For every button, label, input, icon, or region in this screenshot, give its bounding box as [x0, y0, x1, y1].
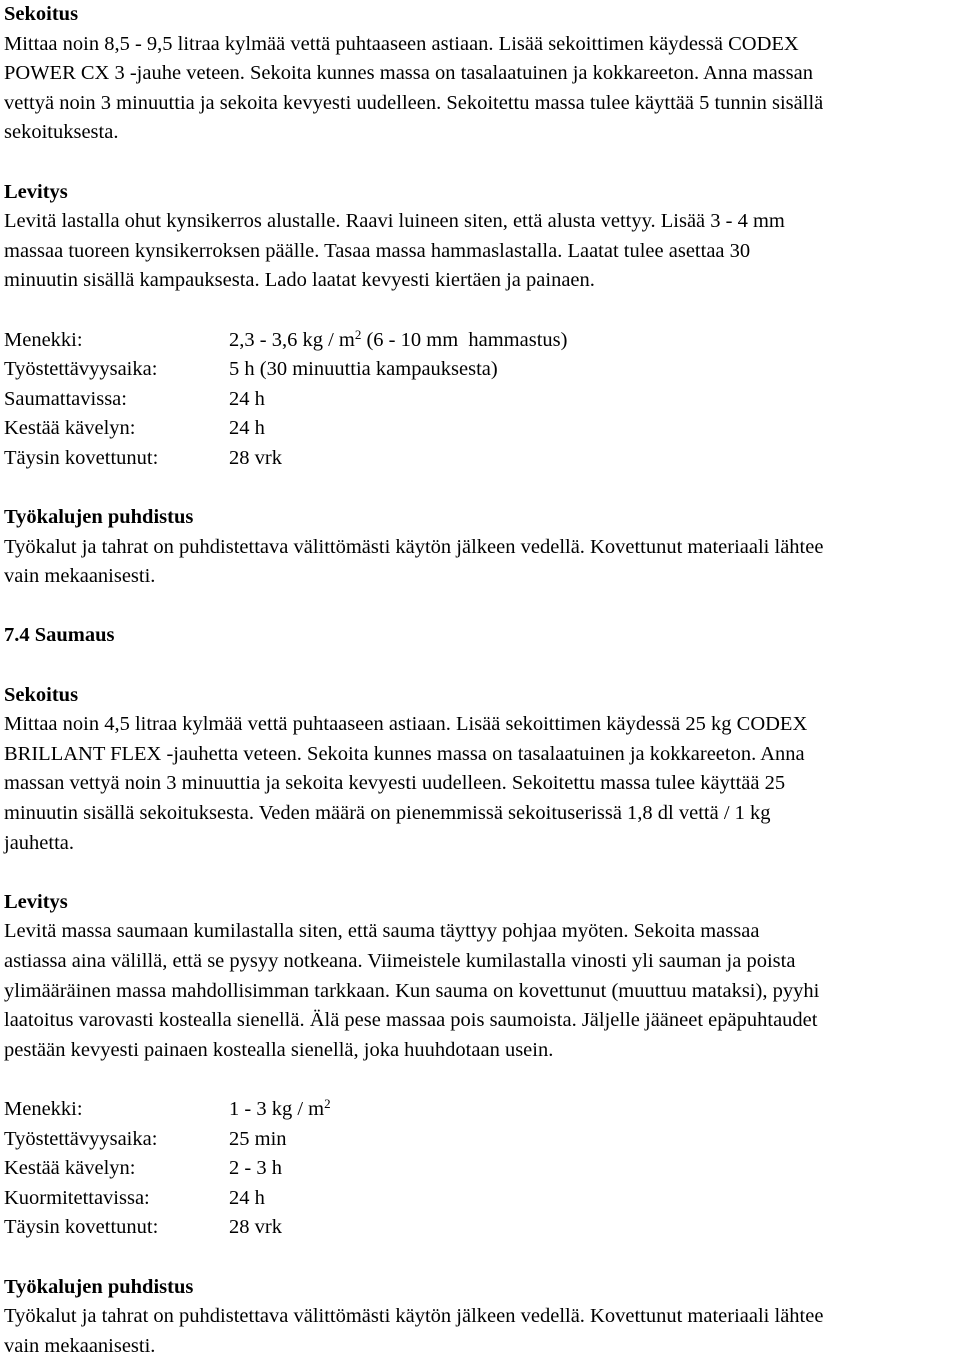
spec-label: Kuormitettavissa:	[4, 1186, 150, 1209]
paragraph-line: sekoituksesta.	[4, 121, 119, 144]
paragraph-line: minuutin sisällä kampauksesta. Lado laatat kevyesti kiertäen ja painaen.	[4, 269, 595, 292]
paragraph-line: Levitä massa saumaan kumilastalla siten, että sauma täyttyy pohjaa myöten. Sekoita massaa	[4, 920, 760, 943]
paragraph-line: vain mekaanisesti.	[4, 1334, 156, 1357]
application-paragraph	[4, 207, 960, 296]
spec-value: 28 vrk	[229, 1216, 282, 1239]
spec-value: 28 vrk	[229, 446, 282, 469]
application-heading: Levitys	[4, 180, 68, 203]
application-heading: Levitys	[4, 890, 68, 913]
spec-row	[4, 1095, 960, 1125]
application-paragraph	[4, 917, 960, 1065]
spec-value: 5 h (30 minuuttia kampauksesta)	[229, 358, 498, 381]
spec-row	[4, 414, 960, 444]
cleaning-paragraph	[4, 533, 960, 592]
mixing-heading: Sekoitus	[4, 3, 79, 25]
paragraph-line: astiassa aina välillä, että se pysyy notkeana. Viimeistele kumilastalla vinosti yli sauman ja poista	[4, 950, 796, 972]
paragraph-line: POWER CX 3 -jauhe veteen. Sekoita kunnes massa on tasalaatuinen ja kokkareeton. Anna massan	[4, 62, 813, 85]
spec-table	[4, 1095, 960, 1243]
cleaning-heading: Työkalujen puhdistus	[4, 1275, 194, 1298]
paragraph-line: Työkalut ja tahrat on puhdistettava välittömästi käytön jälkeen vedellä. Kovettunut materiaali lähtee	[4, 1305, 824, 1328]
spec-value: 2,3 - 3,6 kg / $m^2$ (6 - 10 mm hammastus)	[229, 326, 568, 351]
paragraph-line: BRILLANT FLEX -jauhetta veteen. Sekoita kunnes massa on tasalaatuinen ja kokkareeton. Anna	[4, 742, 805, 765]
spec-row	[4, 1125, 960, 1155]
paragraph-line: Työkalut ja tahrat on puhdistettava välittömästi käytön jälkeen vedellä. Kovettunut materiaali lähtee	[4, 535, 824, 558]
spec-label: Työstettävyysaika:	[4, 1127, 158, 1150]
spec-row	[4, 1213, 960, 1243]
spec-label: Saumattavissa:	[4, 387, 127, 410]
spec-row	[4, 355, 960, 385]
paragraph-line: laatoitus varovasti kostealla sienellä. Älä pese massaa pois saumoista. Jäljelle jääneet epäpuhtaudet	[4, 1009, 818, 1032]
paragraph-line: massaa tuoreen kynsikerroksen päälle. Tasaa massa hammaslastalla. Laatat tulee asettaa 30	[4, 239, 751, 262]
paragraph-line: massan vettyä noin 3 minuuttia ja sekoita kevyesti uudelleen. Sekoitettu massa tulee käyttää 25	[4, 772, 786, 795]
section-title: 7.4 Saumaus	[4, 624, 115, 647]
spec-row	[4, 326, 960, 356]
spec-value: 25 min	[229, 1127, 287, 1150]
spec-row	[4, 385, 960, 415]
spec-label: Menekki:	[4, 1097, 83, 1120]
spec-value: 1 - 3 kg / $m^2$	[229, 1095, 331, 1120]
spec-value: 24 h	[229, 387, 265, 410]
paragraph-line: jauhetta.	[4, 831, 75, 854]
spec-row	[4, 1154, 960, 1184]
mixing-paragraph	[4, 30, 960, 148]
paragraph-line: Levitä lastalla ohut kynsikerros alustalle. Raavi luineen siten, että alusta vettyy. Lisää 3 - 4 mm	[4, 210, 785, 233]
paragraph-line: Mittaa noin 4,5 litraa kylmää vettä puhtaaseen astiaan. Lisää sekoittimen käydessä 25 kg CODEX	[4, 713, 808, 736]
paragraph-line: pestään kevyesti painaen kostealla sienellä, joka huuhdotaan usein.	[4, 1038, 554, 1061]
spec-row	[4, 444, 960, 474]
paragraph-line: minuutin sisällä sekoituksesta. Veden määrä on pienemmissä sekoituserissä 1,8 dl vettä / 1 kg	[4, 802, 771, 825]
spec-label: Kestää kävelyn:	[4, 417, 136, 440]
spec-label: Täysin kovettunut:	[4, 446, 159, 469]
spec-value: 2 - 3 h	[229, 1157, 282, 1180]
mixing-heading: Sekoitus	[4, 683, 79, 706]
paragraph-line: vain mekaanisesti.	[4, 565, 156, 588]
document-page	[4, 0, 960, 1361]
paragraph-line: vettyä noin 3 minuuttia ja sekoita kevyesti uudelleen. Sekoitettu massa tulee käyttää 5 tunnin sisällä	[4, 91, 824, 114]
paragraph-line: Mittaa noin 8,5 - 9,5 litraa kylmää vettä puhtaaseen astiaan. Lisää sekoittimen käydessä CODEX	[4, 32, 799, 55]
spec-row	[4, 1184, 960, 1214]
spec-value: 24 h	[229, 417, 265, 440]
spec-label: Kestää kävelyn:	[4, 1157, 136, 1180]
cleaning-heading: Työkalujen puhdistus	[4, 506, 194, 529]
spec-value: 24 h	[229, 1186, 265, 1209]
mixing-paragraph	[4, 710, 960, 858]
spec-label: Menekki:	[4, 328, 83, 351]
cleaning-paragraph	[4, 1302, 960, 1361]
spec-label: Työstettävyysaika:	[4, 358, 158, 381]
spec-label: Täysin kovettunut:	[4, 1216, 159, 1239]
spec-table	[4, 326, 960, 474]
paragraph-line: ylimääräinen massa mahdollisimman tarkkaan. Kun sauma on kovettunut (muuttuu mataksi), pyyhi	[4, 979, 820, 1002]
